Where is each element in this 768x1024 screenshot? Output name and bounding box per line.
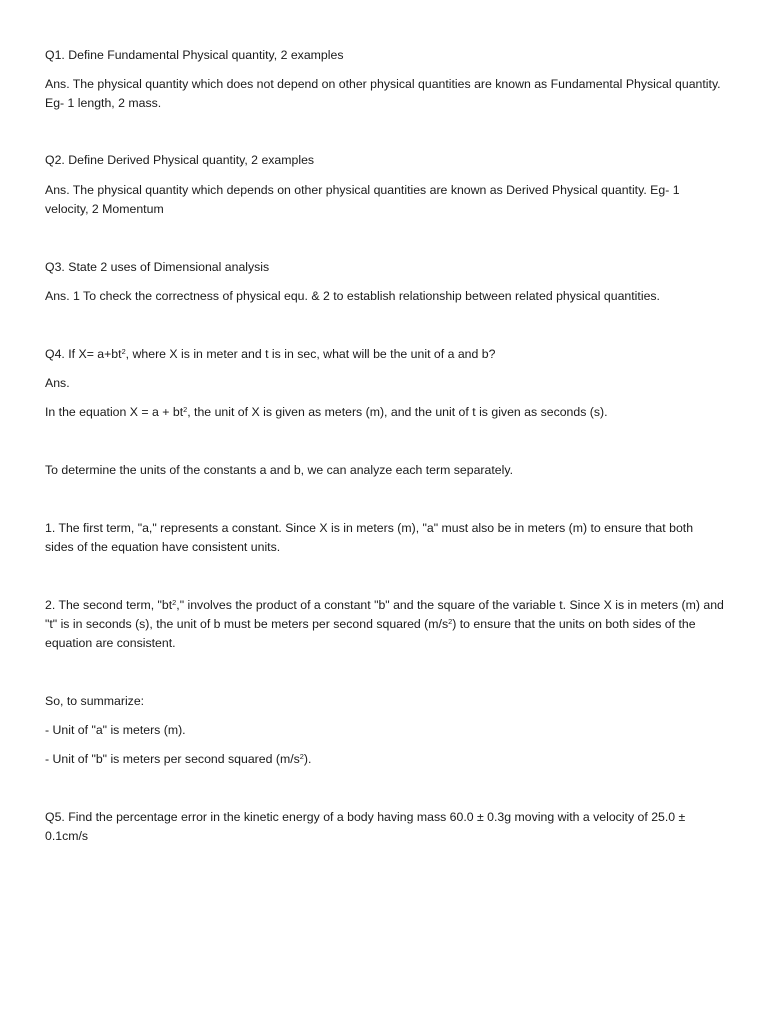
q4-unit-b-superscript: 2 — [299, 751, 304, 761]
q4-point2-b: ," involves the product of a constant "b" and the square of the variable t. Since X is in meters (m) and "t" is in seconds (s), the unit of b must be meters per second squared (m/s — [45, 598, 724, 631]
q4-unit-b-pre: - Unit of "b" is meters per second squared (m/s — [45, 752, 300, 766]
q4-answer-label: Ans. — [45, 376, 70, 390]
q5-question: Q5. Find the percentage error in the kinetic energy of a body having mass 60.0 ± 0.3g moving with a velocity of 25.0 ± 0.1cm/s — [45, 810, 686, 843]
q4-point2-a: 2. The second term, "bt — [45, 598, 173, 612]
q4-point2-superscript1: 2 — [172, 597, 177, 607]
q4-summary: So, to summarize: — [45, 694, 145, 708]
q4-unit-b — [45, 750, 725, 769]
q4-question-superscript: 2 — [121, 346, 126, 356]
q3-question: Q3. State 2 uses of Dimensional analysis — [45, 260, 270, 274]
q4-answer-line2: To determine the units of the constants a and b, we can analyze each term separately. — [45, 463, 514, 477]
q3-answer: Ans. 1 To check the correctness of physical equ. & 2 to establish relationship between related physical quantities. — [45, 289, 660, 303]
q4-point2-c: ) to ensure that the units on both sides of the equation are consistent. — [45, 617, 696, 650]
q4-answer-line1 — [45, 403, 725, 422]
q4-line1-superscript: 2 — [183, 404, 188, 414]
q4-question — [45, 345, 725, 364]
q4-unit-a: - Unit of "a" is meters (m). — [45, 723, 186, 737]
q4-point2-superscript2: 2 — [448, 616, 453, 626]
q4-question-post: , where X is in meter and t is in sec, what will be the unit of a and b? — [125, 347, 496, 361]
q4-point2 — [45, 596, 725, 653]
q4-question-pre: Q4. If X= a+bt — [45, 347, 122, 361]
q4-unit-b-post: ). — [303, 752, 312, 766]
q4-point1: 1. The first term, "a," represents a constant. Since X is in meters (m), "a" must also be in meters (m) to ensure that both sides of the equation have consistent units. — [45, 521, 694, 554]
q4-line1-post: , the unit of X is given as meters (m), and the unit of t is given as seconds (s). — [187, 405, 608, 419]
q2-question: Q2. Define Derived Physical quantity, 2 examples — [45, 153, 315, 167]
q4-line1-pre: In the equation X = a + bt — [45, 405, 184, 419]
q2-answer: Ans. The physical quantity which depends on other physical quantities are known as Derived Physical quantity. Eg- 1 velocity, 2 Momentum — [45, 183, 680, 216]
q1-question: Q1. Define Fundamental Physical quantity, 2 examples — [45, 48, 344, 62]
q1-answer: Ans. The physical quantity which does not depend on other physical quantities are known as Fundamental Physical quantity. Eg- 1 length, 2 mass. — [45, 77, 721, 110]
